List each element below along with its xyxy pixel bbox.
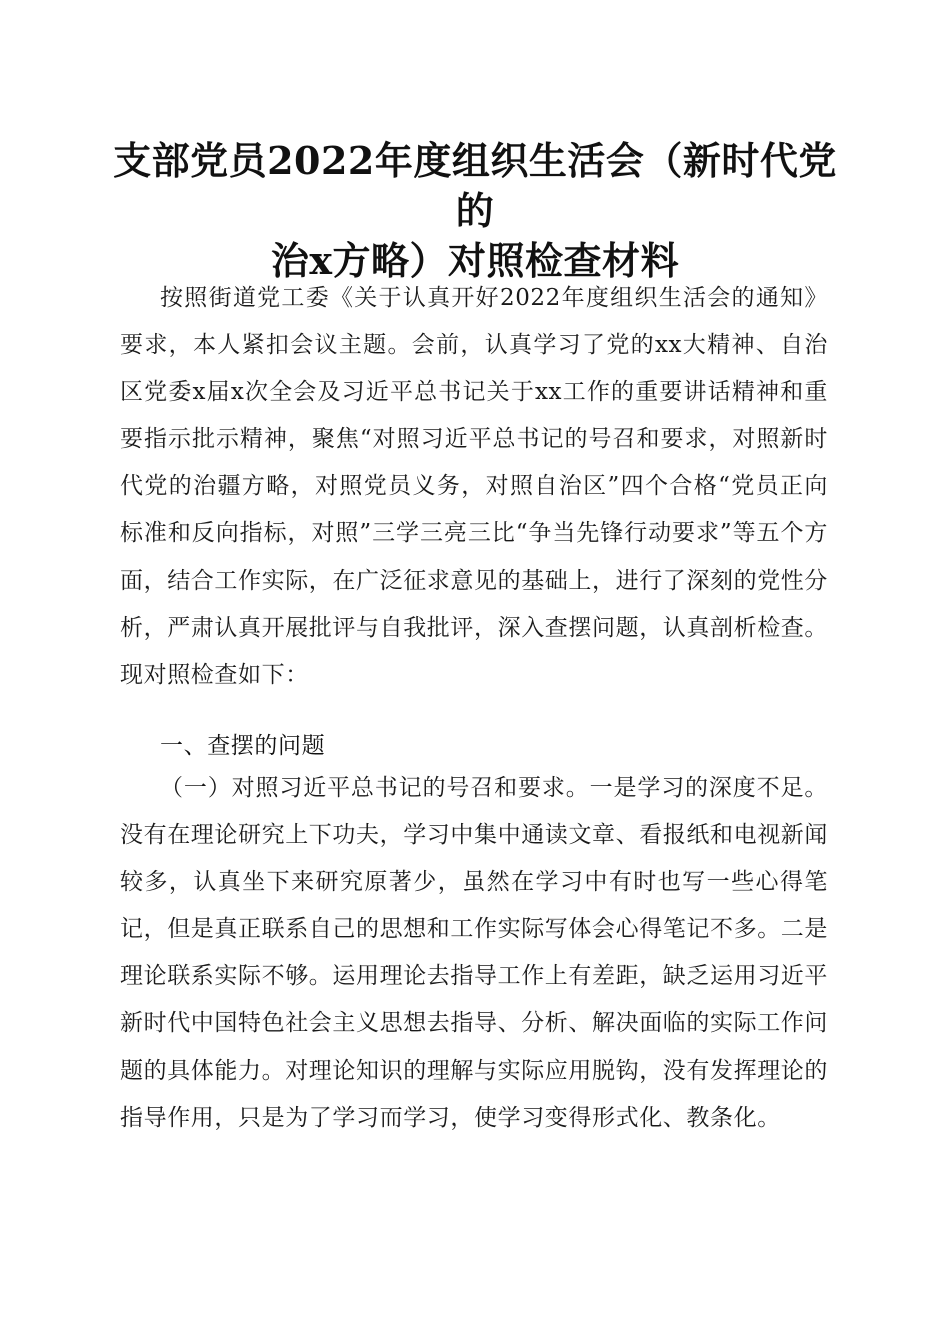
section-heading: 一、查摆的问题 — [160, 733, 326, 759]
document-title — [110, 136, 840, 286]
title-line-1: 支部党员2022年度组织生活会（新时代党的 — [113, 138, 837, 233]
section-1-paragraph: （一）对照习近平总书记的号召和要求。一是学习的深度不足。没有在理论研究上下功夫，学习中集中通读文章、看报纸和电视新闻较多，认真坐下来研究原著少，虽然在学习中有时也写一些心得笔记，但是真正联系自己的思想和工作实际写体会心得笔记不多。二是理论联系实际不够。运用理论去指导工作上有差距，缺乏运用习近平新时代中国特色社会主义思想去指导、分析、解决面临的实际工作问题的具体能力。对理论知识的理解与实际应用脱钩，没有发挥理论的指导作用，只是为了学习而学习，使学习变得形式化、教条化。 — [120, 775, 828, 1131]
intro-paragraph: 按照街道党工委《关于认真开好2022年度组织生活会的通知》要求，本人紧扣会议主题。会前，认真学习了党的xx大精神、自治区党委x届x次全会及习近平总书记关于xx工作的重要讲话精神和重要指示批示精神，聚焦“对照习近平总书记的号召和要求，对照新时代党的治疆方略，对照党员义务，对照自治区”四个合格“党员正向标准和反向指标，对照”三学三亮三比“争当先锋行动要求”等五个方面，结合工作实际，在广泛征求意见的基础上，进行了深刻的党性分析，严肃认真开展批评与自我批评，深入查摆问题，认真剖析检查。现对照检查如下： — [120, 285, 828, 688]
title-line-2: 治x方略）对照检查材料 — [270, 238, 680, 283]
